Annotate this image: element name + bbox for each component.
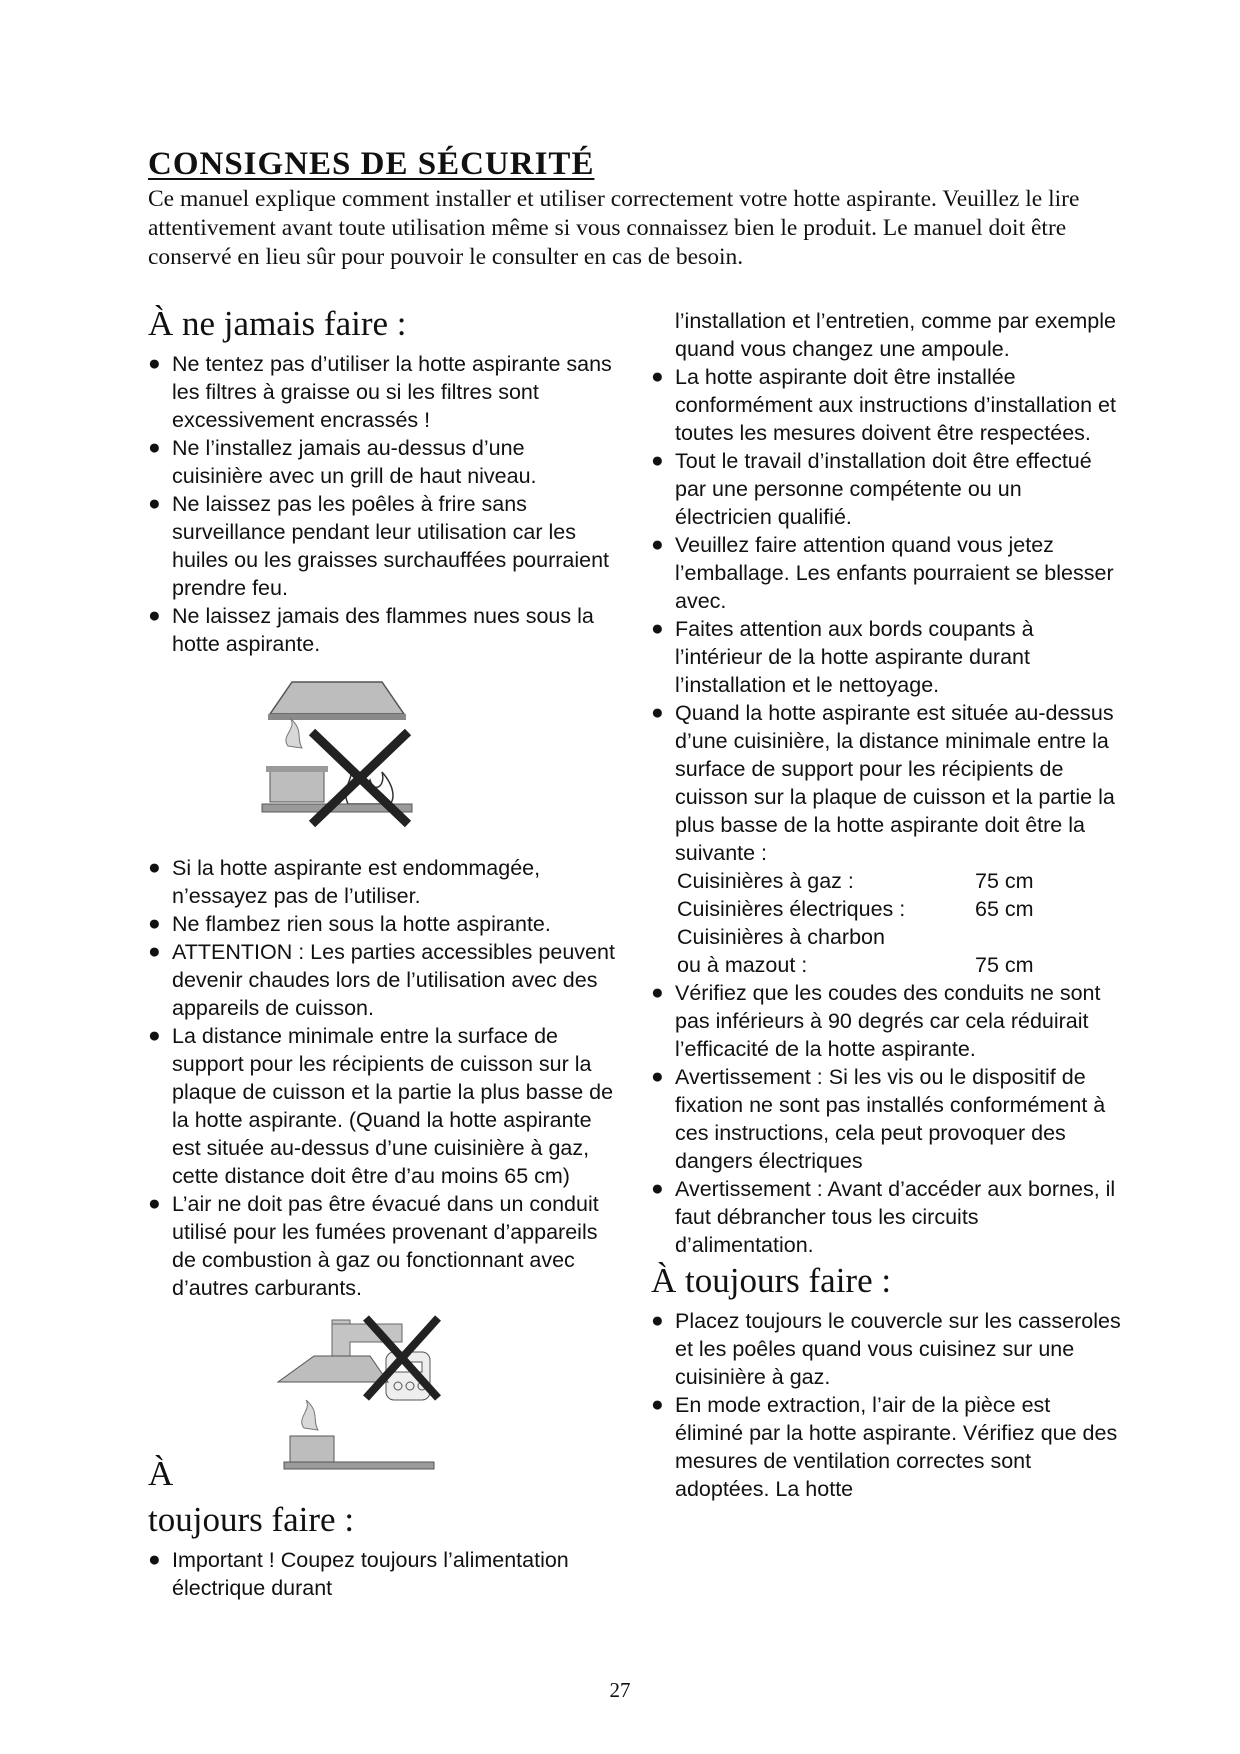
list-item: ● Avertissement : Si les vis ou le dispositif de fixation ne sont pas installés conformément à ces instructions, cela peut provoquer des dangers électriques [651,1065,1106,1173]
bullet-icon: ● [148,856,161,879]
bullet-icon: ● [148,912,161,935]
table-row: ou à mazout : 75 cm [677,953,1034,977]
no-open-flame-illustration [252,676,422,846]
bullet-icon: ● [148,940,161,963]
list-item: ● Veuillez faire attention quand vous jetez l’emballage. Les enfants pourraient se blesser avec. [651,533,1114,613]
bullet-icon: ● [651,981,664,1004]
bullet-icon: ● [651,533,664,556]
list-item: ● Ne tentez pas d’utiliser la hotte aspirante sans les filtres à graisse ou si les filtres sont excessivement encrassés ! [148,352,612,432]
bullet-icon: ● [148,604,161,627]
bullet-icon: ● [651,1177,664,1200]
list-item: ● Placez toujours le couvercle sur les casseroles et les poêles quand vous cuisinez sur une cuisinière à gaz. [651,1309,1121,1389]
table-row: Cuisinières électriques : 65 cm [677,897,1034,921]
bullet-icon: ● [651,365,664,388]
list-item: ● Ne laissez jamais des flammes nues sous la hotte aspirante. [148,604,594,656]
heading-always-letter: À [148,1454,174,1493]
list-item: ● Si la hotte aspirante est endommagée, n’essayez pas de l’utiliser. [148,856,541,908]
list-item: ● Important ! Coupez toujours l’alimentation électrique durant [148,1548,569,1600]
list-item: ● Ne laissez pas les poêles à frire sans surveillance pendant leur utilisation car les huiles ou les graisses surchauffées pourraient prendre feu. [148,492,610,600]
list-item: ● Ne flambez rien sous la hotte aspirante. [148,912,551,936]
bullet-icon: ● [148,1548,161,1571]
bullet-icon: ● [651,617,664,640]
list-item: ● ATTENTION : Les parties accessibles peuvent devenir chaudes lors de l’utilisation avec des appareils de cuisson. [148,940,615,1020]
bullet-icon: ● [651,1393,664,1416]
heading-never: À ne jamais faire : [148,304,407,343]
bullet-icon: ● [651,701,664,724]
list-item: ● Ne l’installez jamais au-dessus d’une cuisinière avec un grill de haut niveau. [148,436,537,488]
bullet-icon: ● [148,436,161,459]
list-item: ● En mode extraction, l’air de la pièce est éliminé par la hotte aspirante. Vérifiez que des mesures de ventilation correctes sont adoptées. La hotte [651,1393,1118,1501]
table-row: Cuisinières à charbon [677,925,885,949]
right-column [651,307,1121,1503]
bullet-icon: ● [148,1024,161,1047]
table-row: Cuisinières à gaz : 75 cm [677,869,1034,893]
bullet-icon: ● [148,352,161,375]
list-item: ● L’air ne doit pas être évacué dans un conduit utilisé pour les fumées provenant d’appareils de combustion à gaz ou fonctionnant avec d’autres carburants. [148,1192,599,1300]
bullet-icon: ● [148,1192,161,1215]
list-item: ● Tout le travail d’installation doit être effectué par une personne compétente ou un électricien qualifié. [651,449,1092,529]
distance-table [677,867,1034,979]
list-item: ● Faites attention aux bords coupants à l’intérieur de la hotte aspirante durant l’installation et le nettoyage. [651,617,1034,697]
bullet-icon: ● [651,1309,664,1332]
page-title: CONSIGNES DE SÉCURITÉ [148,146,595,182]
list-item: ● La distance minimale entre la surface de support pour les récipients de cuisson sur la plaque de cuisson et la partie la plus basse de la hotte aspirante. (Quand la hotte aspirante est située au-dessus d’une cuisinière à gaz, cette distance doit être d’au moins 65 cm) [148,1024,614,1188]
heading-always-right: À toujours faire : [651,1261,892,1300]
intro-paragraph: Ce manuel explique comment installer et utiliser correctement votre hotte aspirante. Veuillez le lire attentivement avant toute utilisation même si vous connaissez bien le produit. Le manuel doit être conservé en lieu sûr pour pouvoir le consulter en cas de besoin. [148,186,1080,270]
list-item: ● Avertissement : Avant d’accéder aux bornes, il faut débrancher tous les circuits d’alimentation. [651,1177,1116,1257]
heading-always: toujours faire : [148,1500,355,1539]
page-number: 27 [609,1678,631,1702]
left-column [148,304,618,1602]
list-item: ● Quand la hotte aspirante est située au-dessus d’une cuisinière, la distance minimale entre la surface de support pour les récipients de cuisson sur la plaque de cuisson et la partie la plus basse de la hotte aspirante doit être la suivante : [651,701,1115,865]
list-item: ● La hotte aspirante doit être installée conformément aux instructions d’installation et toutes les mesures doivent être respectées. [651,365,1116,445]
bullet-icon: ● [651,449,664,472]
list-item: ● Vérifiez que les coudes des conduits ne sont pas inférieurs à 90 degrés car cela réduirait l’efficacité de la hotte aspirante. [651,981,1101,1061]
bullet-icon: ● [651,1065,664,1088]
bullet-icon: ● [148,492,161,515]
continued-text: l’installation et l’entretien, comme par exemple quand vous changez une ampoule. [675,309,1116,361]
